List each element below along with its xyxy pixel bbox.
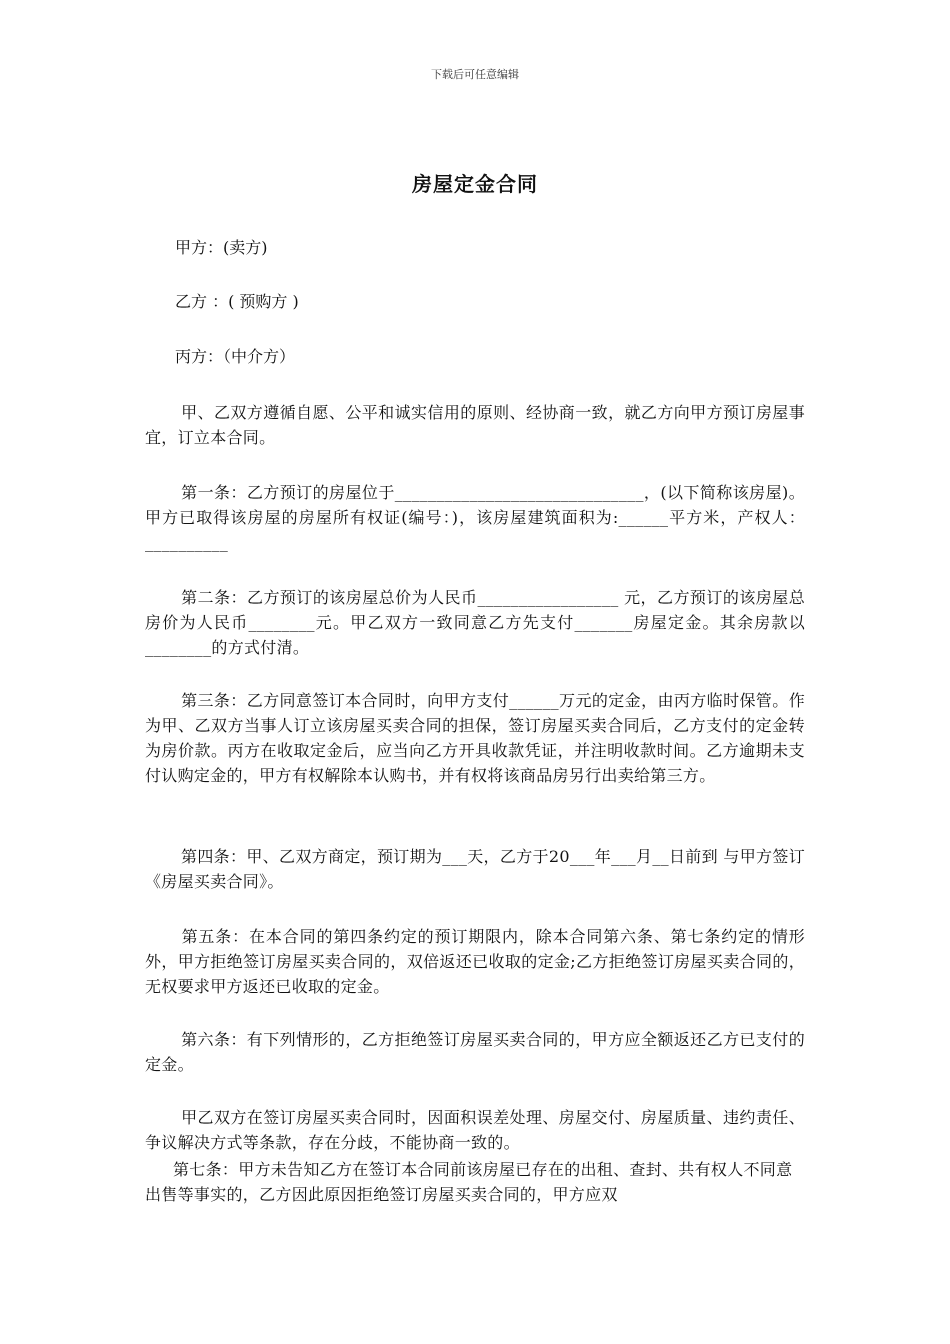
article-1-text: 第一条：乙方预订的房屋位于______________________________，(以下简称该房屋)。甲方已取得该房屋的房屋所有权证(编号：)，该房屋建筑面积为:______平方米，产权人：__________ — [145, 483, 805, 552]
article-4 — [145, 844, 805, 894]
article-2 — [145, 585, 805, 660]
party-a: 甲方：(卖方) — [175, 238, 268, 257]
article-7 — [145, 1157, 805, 1207]
party-c: 丙方：（中介方） — [175, 347, 296, 366]
page-title: 房屋定金合同 — [412, 172, 538, 196]
article-3 — [145, 688, 805, 788]
article-2-text: 第二条：乙方预订的该房屋总价为人民币_________________ 元，乙方预订的该房屋总房价为人民币________元。甲乙双方一致同意乙方先支付_______房屋定金。其余房款以________的方式付清。 — [145, 588, 805, 657]
article-6-detail — [145, 1105, 805, 1155]
article-6-detail-text: 甲乙双方在签订房屋买卖合同时，因面积误差处理、房屋交付、房屋质量、违约责任、争议解决方式等条款，存在分歧，不能协商一致的。 — [145, 1108, 805, 1152]
intro-paragraph — [145, 400, 805, 450]
header-note: 下载后可任意编辑 — [431, 68, 519, 81]
article-6-text: 第六条：有下列情形的，乙方拒绝签订房屋买卖合同的，甲方应全额返还乙方已支付的定金。 — [145, 1030, 805, 1074]
article-5 — [145, 924, 805, 999]
party-b: 乙方 ：( 预购方 ) — [175, 292, 299, 311]
intro-text: 甲、乙双方遵循自愿、公平和诚实信用的原则、经协商一致，就乙方向甲方预订房屋事宜，订立本合同。 — [145, 403, 805, 447]
article-1 — [145, 480, 805, 555]
article-5-text: 第五条：在本合同的第四条约定的预订期限内，除本合同第六条、第七条约定的情形外，甲方拒绝签订房屋买卖合同的，双倍返还已收取的定金;乙方拒绝签订房屋买卖合同的，无权要求甲方返还已收取的定金。 — [145, 927, 805, 996]
article-6 — [145, 1027, 805, 1077]
article-4-text: 第四条：甲、乙双方商定，预订期为___天，乙方于20___年___月__日前到 与甲方签订《房屋买卖合同》。 — [145, 847, 805, 891]
article-7-text: 第七条：甲方未告知乙方在签订本合同前该房屋已存在的出租、查封、共有权人不同意出售等事实的，乙方因此原因拒绝签订房屋买卖合同的，甲方应双 — [145, 1160, 793, 1204]
article-3-text: 第三条：乙方同意签订本合同时，向甲方支付______万元的定金，由丙方临时保管。作为甲、乙双方当事人订立该房屋买卖合同的担保，签订房屋买卖合同后，乙方支付的定金转为房价款。丙方在收取定金后，应当向乙方开具收款凭证，并注明收款时间。乙方逾期未支付认购定金的，甲方有权解除本认购书，并有权将该商品房另行出卖给第三方。 — [145, 691, 805, 785]
